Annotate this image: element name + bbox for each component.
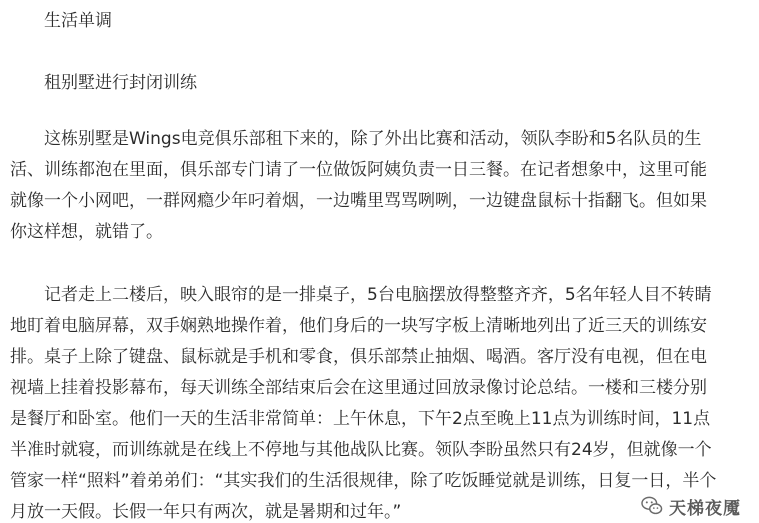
watermark-text: 天梯夜魇 [669,498,741,519]
paragraph-line: 管家一样“照料”着弟弟们：“其实我们的生活很规律，除了吃饭睡觉就是训练，日复一日，半个 [10,471,717,491]
paragraph-line: 半准时就寝，而训练就是在线上不停地与其他战队比赛。领队李盼虽然只有24岁，但就像一个 [10,440,712,460]
paragraph-line: 地盯着电脑屏幕，双手娴熟地操作着，他们身后的一块写字板上清晰地列出了近三天的训练安 [10,316,707,336]
paragraph-line: 你这样想，就错了。 [10,222,163,242]
watermark [637,493,745,519]
paragraph-line: 这栋别墅是Wings电竞俱乐部租下来的，除了外出比赛和活动，领队李盼和5名队员的生 [44,129,702,149]
paragraph-line: 记者走上二楼后，映入眼帘的是一排桌子，5台电脑摆放得整整齐齐，5名年轻人目不转睛 [44,285,712,305]
section-heading: 生活单调 [44,11,112,31]
paragraph-line: 活、训练都泡在里面，俱乐部专门请了一位做饭阿姨负责一日三餐。在记者想象中，这里可能 [10,160,707,180]
paragraph-line: 视墙上挂着投影幕布，每天训练全部结束后会在这里通过回放录像讨论总结。一楼和三楼分别 [10,378,707,398]
paragraph-line: 是餐厅和卧室。他们一天的生活非常简单：上午休息，下午2点至晚上11点为训练时间，11点 [10,409,711,429]
paragraph-line: 就像一个小网吧，一群网瘾少年叼着烟，一边嘴里骂骂咧咧，一边键盘鼠标十指翻飞。但如果 [10,191,707,211]
paragraph-line: 月放一天假。长假一年只有两次，就是暑期和过年。” [10,502,402,522]
paragraph-line: 排。桌子上除了键盘、鼠标就是手机和零食，俱乐部禁止抽烟、喝酒。客厅没有电视，但在电 [10,347,707,367]
section-subheading: 租别墅进行封闭训练 [44,73,197,93]
wechat-icon [641,496,663,516]
